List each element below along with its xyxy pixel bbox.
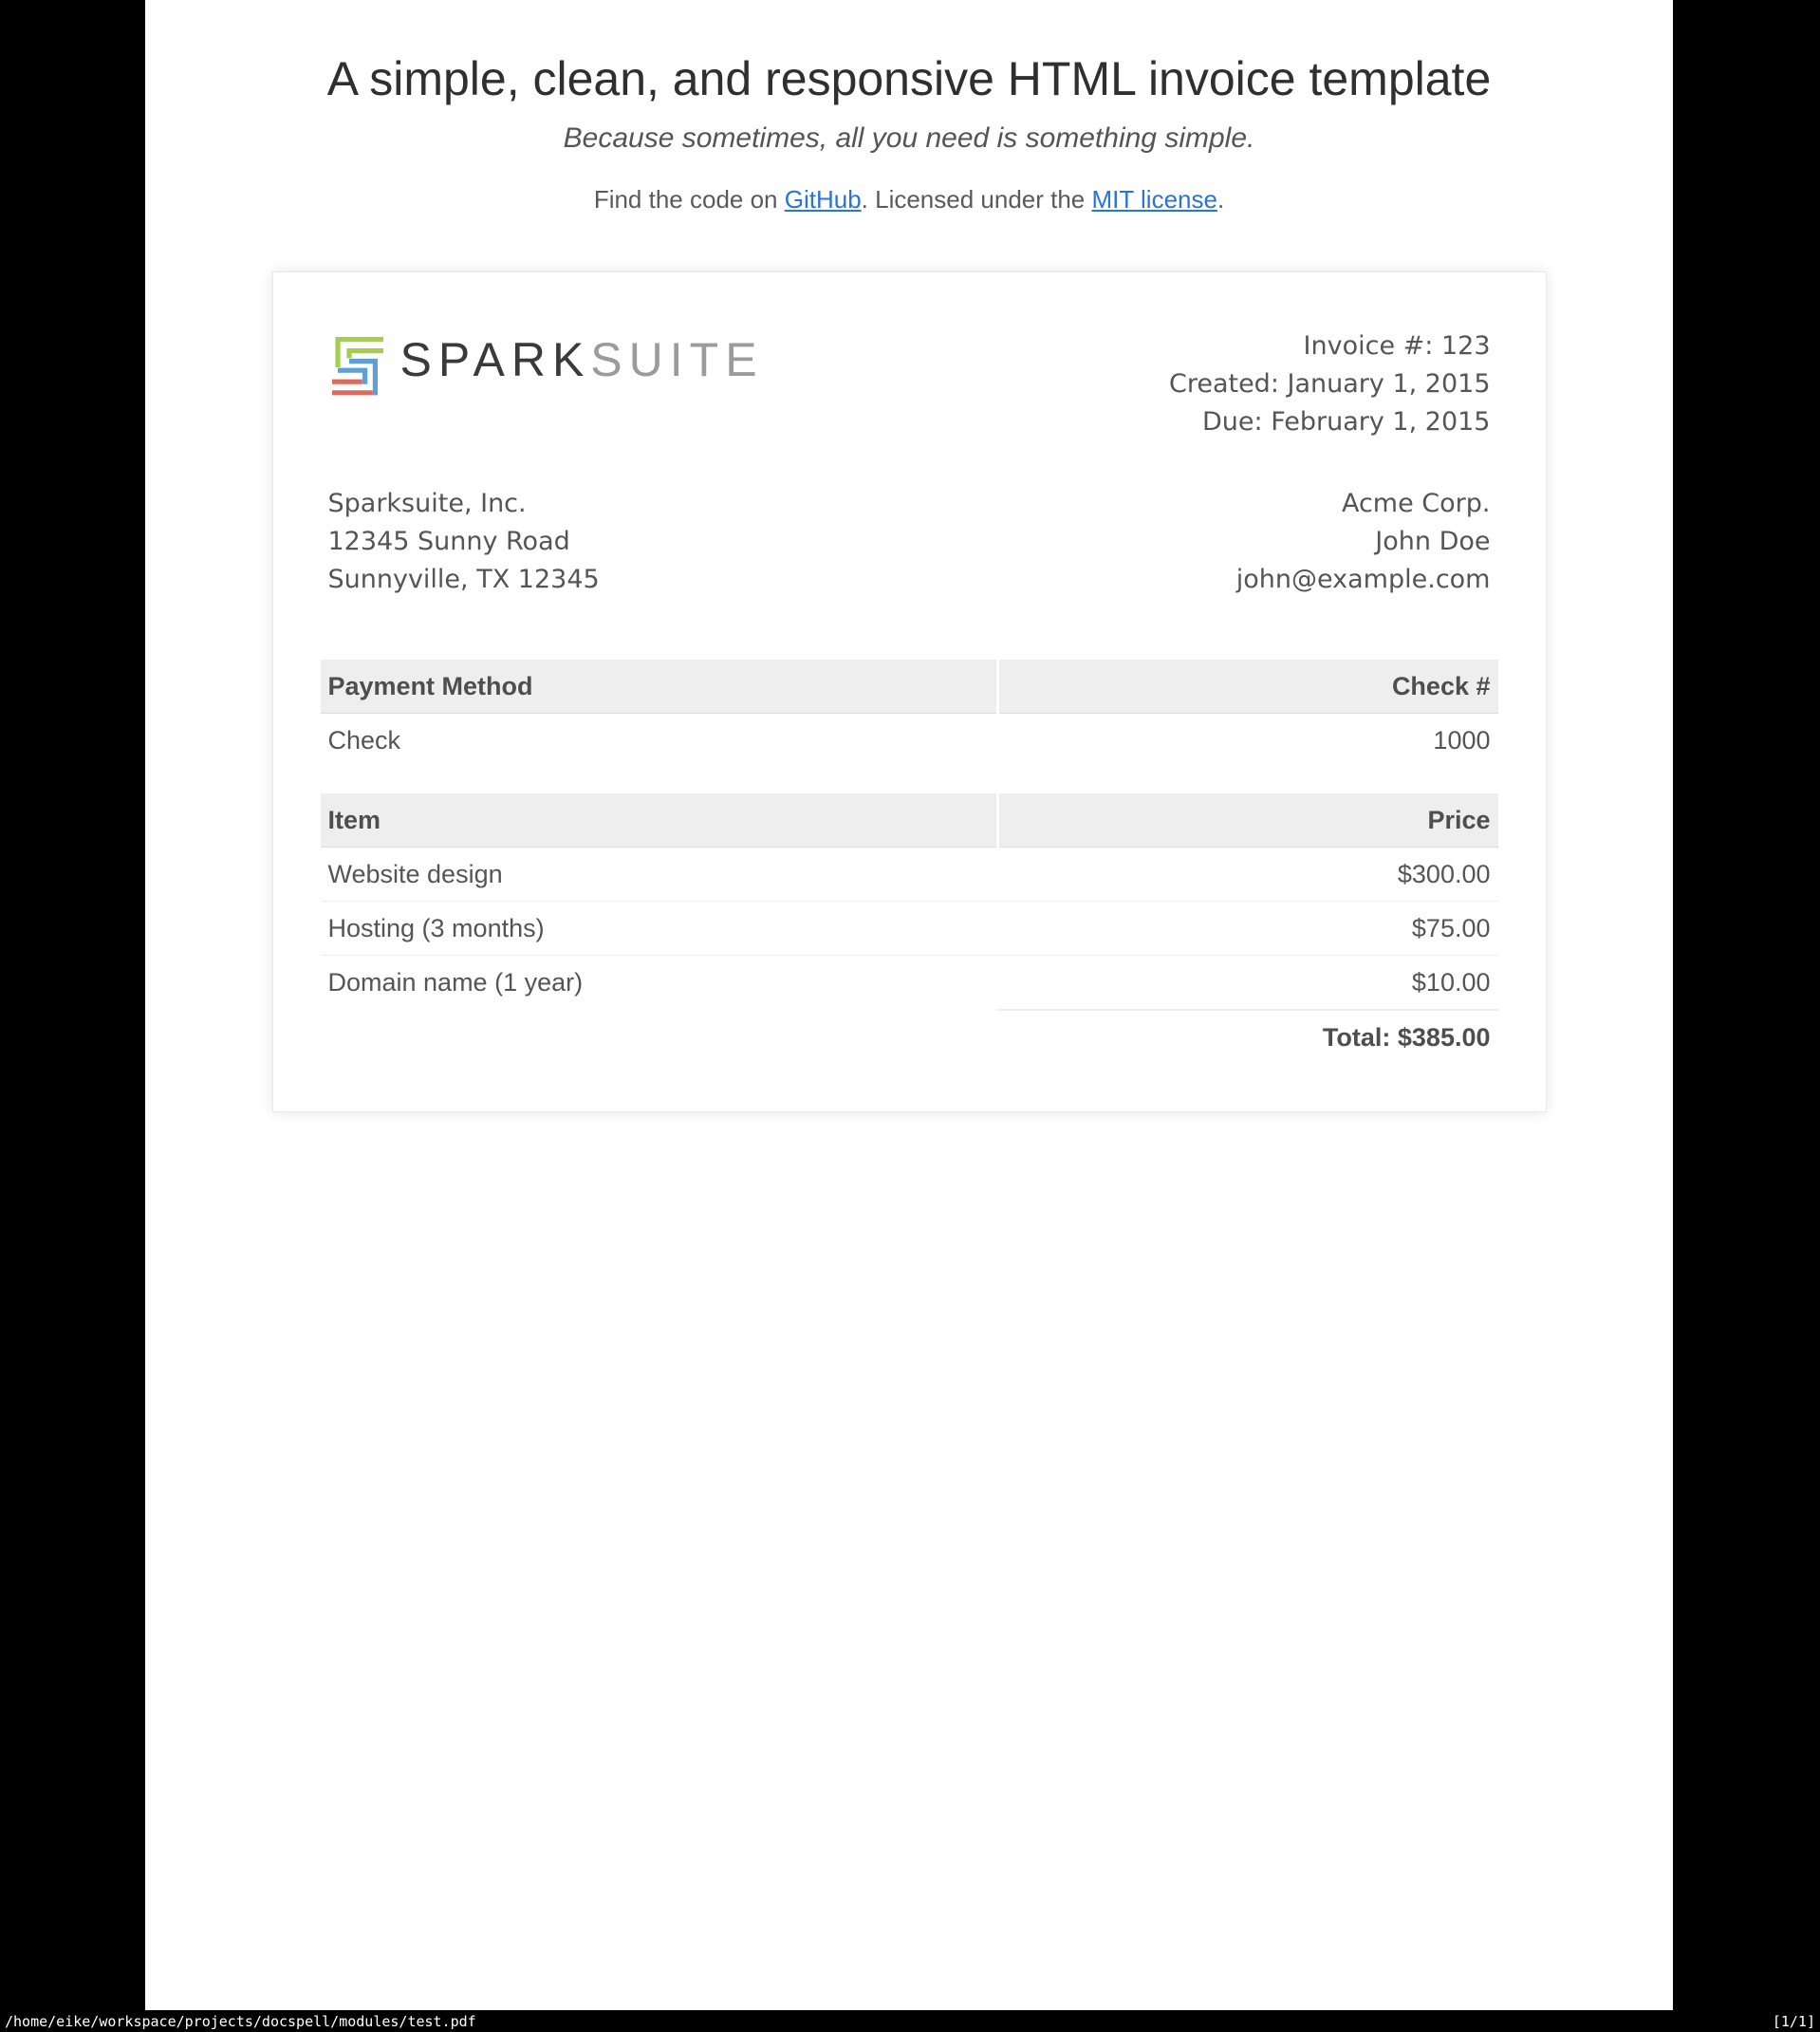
page-title: A simple, clean, and responsive HTML invoice template <box>326 52 1492 105</box>
statusbar-file-path: /home/eike/workspace/projects/docspell/modules/test.pdf <box>5 2012 476 2030</box>
links-suffix-text: . <box>1216 185 1225 214</box>
page-subtitle: Because sometimes, all you need is something simple. <box>563 122 1255 154</box>
links-prefix-text: Find the code on <box>593 185 785 214</box>
price-header: Price <box>999 793 1498 848</box>
check-number-value: 1000 <box>1433 726 1491 755</box>
invoice-box <box>272 271 1547 1112</box>
invoice-information-row <box>321 477 1498 660</box>
total-spacer <box>321 1009 996 1064</box>
item-name: Domain name (1 year) <box>327 968 584 997</box>
links-middle-text: . Licensed under the <box>861 185 1092 214</box>
invoice-meta <box>996 320 1498 449</box>
code-links-line <box>145 184 1673 214</box>
logo-cell <box>321 320 996 449</box>
check-number-header: Check # <box>999 660 1498 714</box>
total-value: Total: $385.00 <box>996 1009 1498 1064</box>
item-header: Item <box>321 793 996 848</box>
item-price: $10.00 <box>1411 968 1491 997</box>
invoice-created-date: Created: January 1, 2015 <box>1168 369 1491 399</box>
logo-suite-text: SUITE <box>590 333 764 386</box>
mit-license-link[interactable]: MIT license <box>1091 185 1217 214</box>
item-row <box>321 956 1498 1009</box>
sender-company: Sparksuite, Inc. <box>327 489 527 518</box>
recipient-company: Acme Corp. <box>1341 489 1491 518</box>
payment-table-header <box>321 660 1498 714</box>
item-row <box>321 902 1498 956</box>
recipient-address <box>996 477 1498 606</box>
payment-table-row <box>321 714 1498 793</box>
invoice-top-row <box>321 320 1498 477</box>
logo-spark-text: SPARK <box>399 333 591 386</box>
item-name: Website design <box>327 860 503 888</box>
sender-street: 12345 Sunny Road <box>327 527 570 556</box>
invoice-number: Invoice #: 123 <box>1303 331 1491 361</box>
statusbar-page-indicator: [1/1] <box>1772 2012 1815 2030</box>
invoice-due-date: Due: February 1, 2015 <box>1202 407 1491 437</box>
viewer-statusbar <box>0 2010 1820 2032</box>
items-table-header <box>321 793 1498 848</box>
item-price: $75.00 <box>1411 914 1491 942</box>
item-row <box>321 848 1498 902</box>
payment-method-header: Payment Method <box>321 660 996 714</box>
sparksuite-logo-text <box>400 327 764 392</box>
github-link[interactable]: GitHub <box>784 185 862 214</box>
payment-method-value: Check <box>327 726 401 755</box>
sparksuite-logo-icon <box>328 333 385 406</box>
recipient-email: john@example.com <box>1235 565 1491 594</box>
item-name: Hosting (3 months) <box>327 914 545 942</box>
recipient-name: John Doe <box>1375 527 1491 556</box>
pdf-page <box>145 0 1673 2010</box>
total-row <box>321 1009 1498 1064</box>
sender-address <box>321 477 996 606</box>
sender-city: Sunnyville, TX 12345 <box>327 565 600 594</box>
item-price: $300.00 <box>1397 860 1491 888</box>
